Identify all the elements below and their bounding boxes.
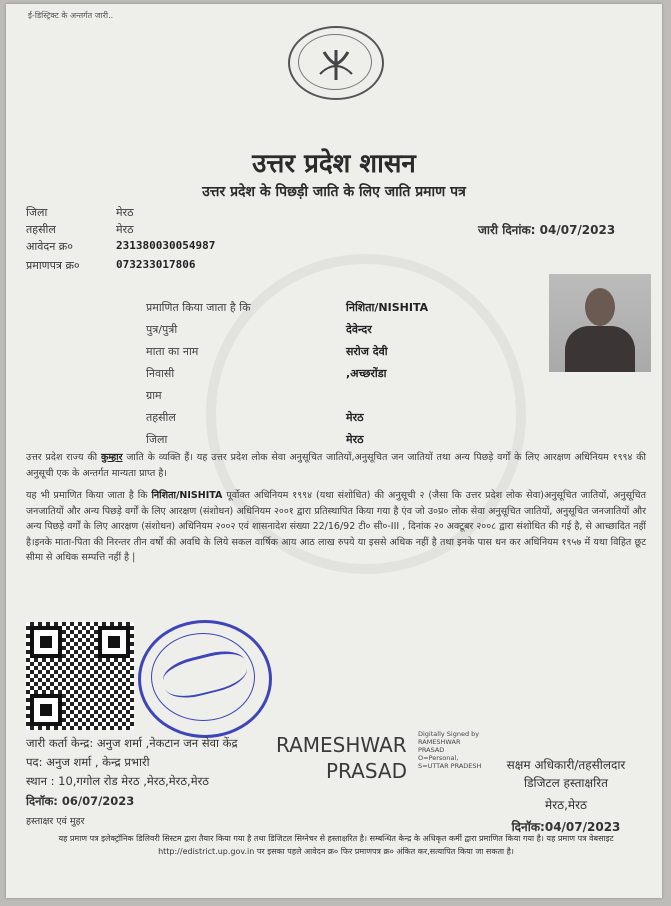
page-title: उत्तर प्रदेश शासन [252, 149, 416, 179]
issue-date: जारी दिनांक: 04/07/2023 [478, 223, 616, 237]
authority-digital: डिजिटल हस्ताक्षरित [524, 776, 608, 790]
detail-value: ,अच्छरोंडा [346, 367, 387, 380]
meta-value: मेरठ [116, 223, 134, 236]
authority-title: सक्षम अधिकारी/तहसीलदार [506, 758, 626, 772]
detail-label: तहसील [146, 411, 176, 424]
digital-signature-name [276, 732, 407, 783]
authority-location: मेरठ,मेरठ [545, 798, 587, 812]
detail-label: प्रमाणित किया जाता है कि [146, 301, 251, 314]
verification-footnote: यह प्रमाण पत्र इलेक्ट्रॉनिक डिलिवरी सिस्टम द्वारा तैयार किया गया है तथा डिजिटल सिग्नेचर से हस्ताक्षरित है। सम्बन्धित केन्द्र के अधिकृत कर्मी द्वारा प्रमाणित किया गया है। यह प्रमाण पत्र वेबसाइट http://edistrict.up.gov.in पर इसका पहले आवेदन क्र० फिर प्रमाणपत्र क्र० अंकित कर,सत्यापित किया जा सकता है। [58, 834, 614, 856]
signer-name-line2: PRASAD [326, 759, 407, 783]
para-text: उत्तर प्रदेश राज्य की [26, 452, 101, 463]
detail-value: सरोज देवी [346, 345, 388, 358]
para-text: पूर्वोक्त अधिनियम १९९४ (यथा संशोधित) की अनुसूची २ (जैसा कि उत्तर प्रदेश लोक सेवा)अनुसूचित जातियों, अनुसूचित जनजातियों और अन्य पिछड़े वर्गों के लिए आरक्षण (संशोधन) अधिनियम २००१ द्वारा प्रतिस्थापित किया गया है एंव जो उ०प्र० लोक सेवा अनुसूचित जातियों, अनुसूचित जनजातियों और अन्य पिछड़े वर्गों के लिए आरक्षण (संशोधन) अधिनियम २००२ एवं शासनादेश संख्या 22/16/92 टी० सी०-III , दिनांक २० अक्टूबर २००८ द्वारा संशोधित की गई है, से आच्छादित नहीं है।इनके माता-पिता की निरन्तर तीन वर्षों की अवधि के लिये सकल वार्षिक आय आठ लाख रुपये या इससे अधिक नहीं है तथा इनके पास धन कर अधिनियम १९५७ में यथा विहित छूट सीमा से अधिक सम्पत्ति नहीं है | [26, 490, 646, 563]
digital-signature-details: Digitally Signed by RAMESHWAR PRASAD O=Personal, S=UTTAR PRADESH [418, 730, 482, 770]
certificate-subtitle: उत्तर प्रदेश के पिछड़ी जाति के लिए जाति प्रमाण पत्र [202, 184, 466, 200]
certificate-page [6, 4, 662, 898]
qr-code [26, 622, 134, 730]
caste-paragraph [26, 450, 646, 481]
para-text: जाति के व्यक्ति हैं। यह उत्तर प्रदेश लोक सेवा अनुसूचित जातियों,अनुसूचित जन जातियों तथा अन्य पिछड़े वर्गों के लिए आरक्षण अधिनियम १९९४ की अनुसूची एक के अन्तर्गत मान्यता प्राप्त है। [26, 452, 646, 479]
detail-value: मेरठ [346, 433, 364, 446]
detail-value: देवेन्दर [346, 323, 372, 336]
signature-seal-label: हस्ताक्षर एवं मुहर [26, 816, 85, 827]
issuer-center: जारी कर्ता केन्द्र: अनुज शर्मा ,नेकटान जन सेवा केंद्र [26, 736, 238, 750]
meta-value: 073233017806 [116, 258, 196, 271]
caste-name: कुम्हार [100, 452, 123, 463]
detail-value: निशिता/NISHITA [346, 301, 429, 314]
edistrict-note: ई-डिस्ट्रिक्ट के अन्तर्गत जारी.. [28, 11, 114, 20]
fish-bow-emblem-icon [290, 28, 382, 98]
meta-label: तहसील [26, 223, 56, 236]
meta-value: मेरठ [116, 206, 134, 219]
seva-kendra-stamp [138, 620, 272, 738]
detail-label: जिला [146, 433, 168, 446]
detail-label: निवासी [146, 367, 175, 380]
meta-label: आवेदन क्र० [26, 240, 73, 253]
detail-value: मेरठ [346, 411, 364, 424]
issuer-date: दिनॉक: 06/07/2023 [26, 794, 135, 808]
issuer-place: स्थान : 10,गगोल रोड मेरठ ,मेरठ,मेरठ,मेरठ [26, 774, 209, 788]
meta-label: जिला [26, 206, 48, 219]
meta-value: 231380030054987 [116, 239, 216, 252]
detail-label: ग्राम [146, 389, 162, 402]
para-text: यह भी प्रमाणित किया जाता है कि [26, 490, 152, 501]
signer-name-line1: RAMESHWAR [276, 733, 407, 757]
detail-label: माता का नाम [146, 345, 199, 358]
up-government-emblem-icon [288, 26, 384, 100]
applicant-name: निशिता/NISHITA [151, 490, 223, 501]
certification-paragraph [26, 488, 646, 566]
meta-label: प्रमाणपत्र क्र० [26, 259, 80, 272]
applicant-photo [549, 274, 651, 372]
detail-label: पुत्र/पुत्री [146, 323, 178, 336]
issuer-post: पद: अनुज शर्मा , केन्द्र प्रभारी [26, 755, 150, 769]
authority-date: दिनॉक:04/07/2023 [511, 820, 621, 834]
